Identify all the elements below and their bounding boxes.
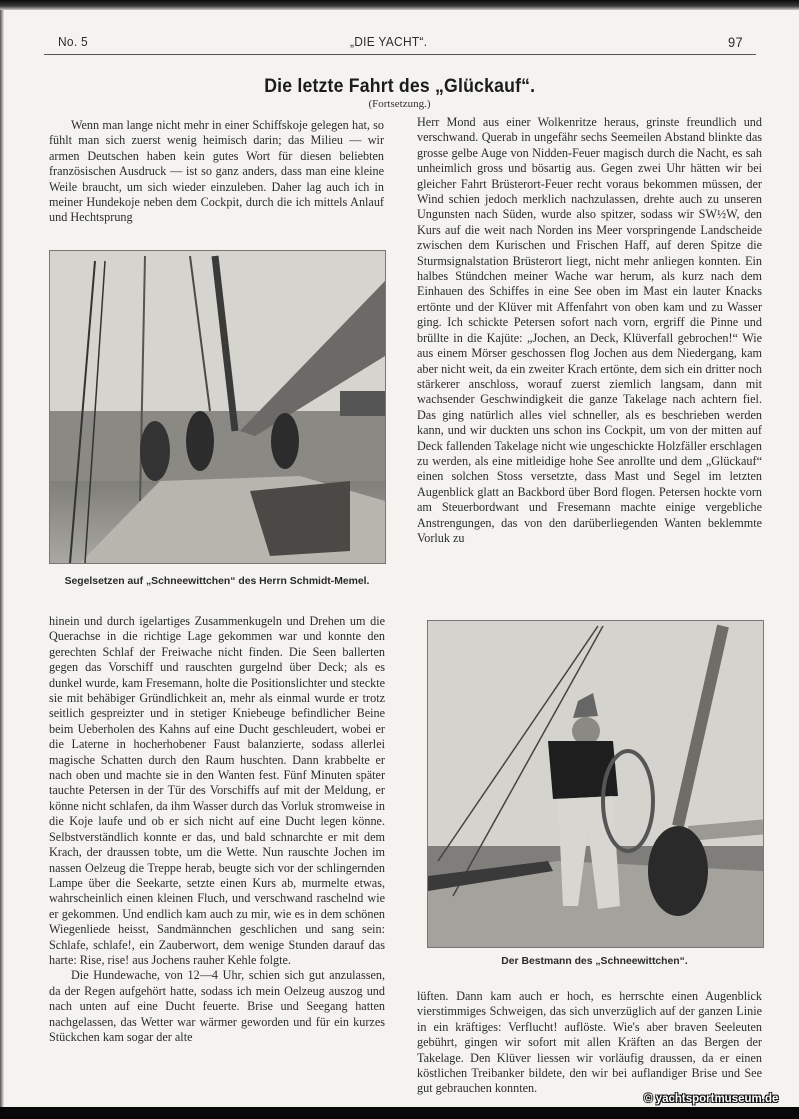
photo-bestmann bbox=[427, 620, 764, 948]
paragraph: Die Hundewache, von 12—4 Uhr, schien sich gut anzulassen, da der Regen aufgehört hatte, sodass ich mein Oelzeug auszog und nach unten auf eine Ducht feuerte. Brise und Seegang hatten nachgelassen, das Wetter war wärmer geworden und für ein kurzes Stückchen kam sogar der alte bbox=[49, 968, 385, 1044]
article-subtitle: (Fortsetzung.) bbox=[368, 98, 431, 110]
copyright-watermark: © yachtsportmuseum.de bbox=[644, 1093, 779, 1105]
sailor-with-rope-illustration bbox=[428, 621, 763, 947]
figure-1-caption: Segelsetzen auf „Schneewittchen“ des Herrn Schmidt-Memel. bbox=[64, 576, 370, 587]
scan-top-border bbox=[0, 0, 799, 10]
issue-number: No. 5 bbox=[58, 34, 88, 49]
column-2-bottom bbox=[417, 989, 762, 1097]
column-1-bottom bbox=[49, 614, 385, 1045]
paragraph: Wenn man lange nicht mehr in einer Schiffskoje gelegen hat, so fühlt man sich zuerst wenig heimisch darin; das Milieu — wir armen Deutschen haben kein gutes Wort für diesen beliebten französischen Ausdruck — ist so ganz anders, dass man eine kleine Weile braucht, um sich wieder einzuleben. Daher lag auch ich in meiner Hundekoje neben dem Cockpit, durch die ich mittels Anlauf und Hechtsprung bbox=[49, 118, 384, 225]
photo-setting-sail bbox=[49, 250, 386, 564]
paragraph: hinein und durch igelartiges Zusammenkugeln und Drehen um die Querachse in die richtige Lage gekommen war und konnte den gerechten Schlaf der Freiwache nicht finden. Die Seen ballerten gegen das Vorschiff und rauschten gurgelnd über Deck; als es dunkel wurde, kam Fresemann, holte die Positionslichter und steckte sie mit behäbiger Gründlichkeit an, mehr als einmal wurde er trotz seitlich gespreizter und in stetiger Kniebeuge befindlicher Beine beim Ueberholen des Kahns auf eine Ducht geschleudert, wobei er die Laterne in hocherhobener Faust balanzierte, sodass allerlei magische Schatten durch den Raum huschten. Dann krabbelte er nach oben und machte sie in den Wanten fest. Fünf Minuten später tauchte Petersen in der Tür des Vorschiffs auf mit der Meldung, er könne nicht schlafen, da ihm Wasser durch das Vorluk stromweise in die Koje laufe und ob er sich nicht auf eine Ducht legen könne. Selbstverständlich konnte er das, und bald schnarchte er mit dem Krach, der draussen tobte, um die Wette. Nun rauschte Jochen im nassen Oelzeug die Treppe herab, beugte sich vor der schlingernden Lampe über die Seekarte, setzte einen Kurs ab, murmelte etwas, wahrscheinlich einen kleinen Fluch, und verschwand raschelnd wie er gekommen. Und endlich kam auch zu mir, wie es in dem schönen Wiegenliede heisst, Sandmännchen geschlichen und sang sein: Schlafe, schlafe!, ein Zauberwort, dem wenige Stunden darauf das harte: Rise, rise! aus Jochens rauher Kehle folgte. bbox=[49, 614, 385, 967]
scan-bottom-border bbox=[0, 1107, 799, 1119]
column-1-top bbox=[49, 118, 384, 226]
column-2-top bbox=[417, 115, 762, 546]
header-rule bbox=[44, 54, 756, 55]
magazine-title: „DIE YACHT“. bbox=[350, 34, 428, 49]
page-number: 97 bbox=[728, 34, 743, 50]
article-title: Die letzte Fahrt des „Glückauf“. bbox=[263, 76, 536, 97]
sailboat-deck-illustration bbox=[50, 251, 385, 563]
figure-2-caption: Der Bestmann des „Schneewittchen“. bbox=[501, 956, 688, 967]
paragraph: Herr Mond aus einer Wolkenritze heraus, grinste freundlich und verschwand. Querab in ungefähr sechs Seemeilen Abstand blinkte das grosse gelbe Auge von Nidden-Feuer magisch durch die Nacht, es sah unheimlich gross und bösartig aus. Gegen zwei Uhr hätten wir bei gleicher Fahrt Brüsterort-Feuer recht voraus bekommen müssen, der Wind schien jedoch merklich nachzulassen, drehte auch zu unseren Ungunsten nach Süden, wurde also spitzer, sodass wir SW½W, den Kurs auf die weit nach Norden ins Meer vorspringende Landscheide zwischen dem Kurischen und Frischen Haff, auf deren Spitze die Sturmsignalstation Brüsterort liegt, nicht mehr anliegen konnten. Ein halbes Stündchen meiner Wache war herum, als kurz nach dem Einhauen des Schiffes in eine See oben im Mast ein lauter Knacks ertönte und der Klüver mit Affenfahrt von oben kam und zu Wasser ging. Ich schickte Petersen sofort nach vorn, ergriff die Pinne und brüllte in die Kajüte: „Jochen, an Deck, Klüverfall gebrochen!“ Wie aus einem Mörser geschossen flog Jochen aus dem Niedergang, kam aber nicht weit, da ein zweiter Krach ertönte, dem sich ein dritter noch stärkerer anschloss, worauf zuerst ziemlich langsam, dann mit wachsender Geschwindigkeit die ganze Takelage nach achtern fiel. Das ging natürlich alles viel schneller, als es beschrieben werden kann, und wir duckten uns schon ins Cockpit, um von der mitten auf Deck fallenden Takelage nicht wie ungeschickte Holzfäller erschlagen zu werden, als eine mitleidige hohe See anrollte und dem „Glückauf“ einen solchen Stoss versetzte, dass Mast und Segel im letzten Augenblick glatt an Backbord über Bord flogen. Petersen hockte vorn am Steuerbordwant und Fresemann machte einige vergebliche Anstrengungen, das von den darüberliegenden Wanten beklemmte Vorluk zu bbox=[417, 115, 762, 545]
scan-left-edge bbox=[0, 10, 4, 1107]
paragraph: lüften. Dann kam auch er hoch, es herrschte einen Augenblick vierstimmiges Schweigen, das sich unverzüglich auf der ganzen Linie in ein kräftiges: Verflucht! auflöste. Wie's aber braven Seeleuten gebührt, gingen wir sofort mit allen Kräften an das Bergen der Takelage. Den Klüver liessen wir vorläufig draussen, da er einen köstlichen Treibanker bildete, den wir bei auflandiger Brise und See gut gebrauchen konnten. bbox=[417, 989, 762, 1096]
